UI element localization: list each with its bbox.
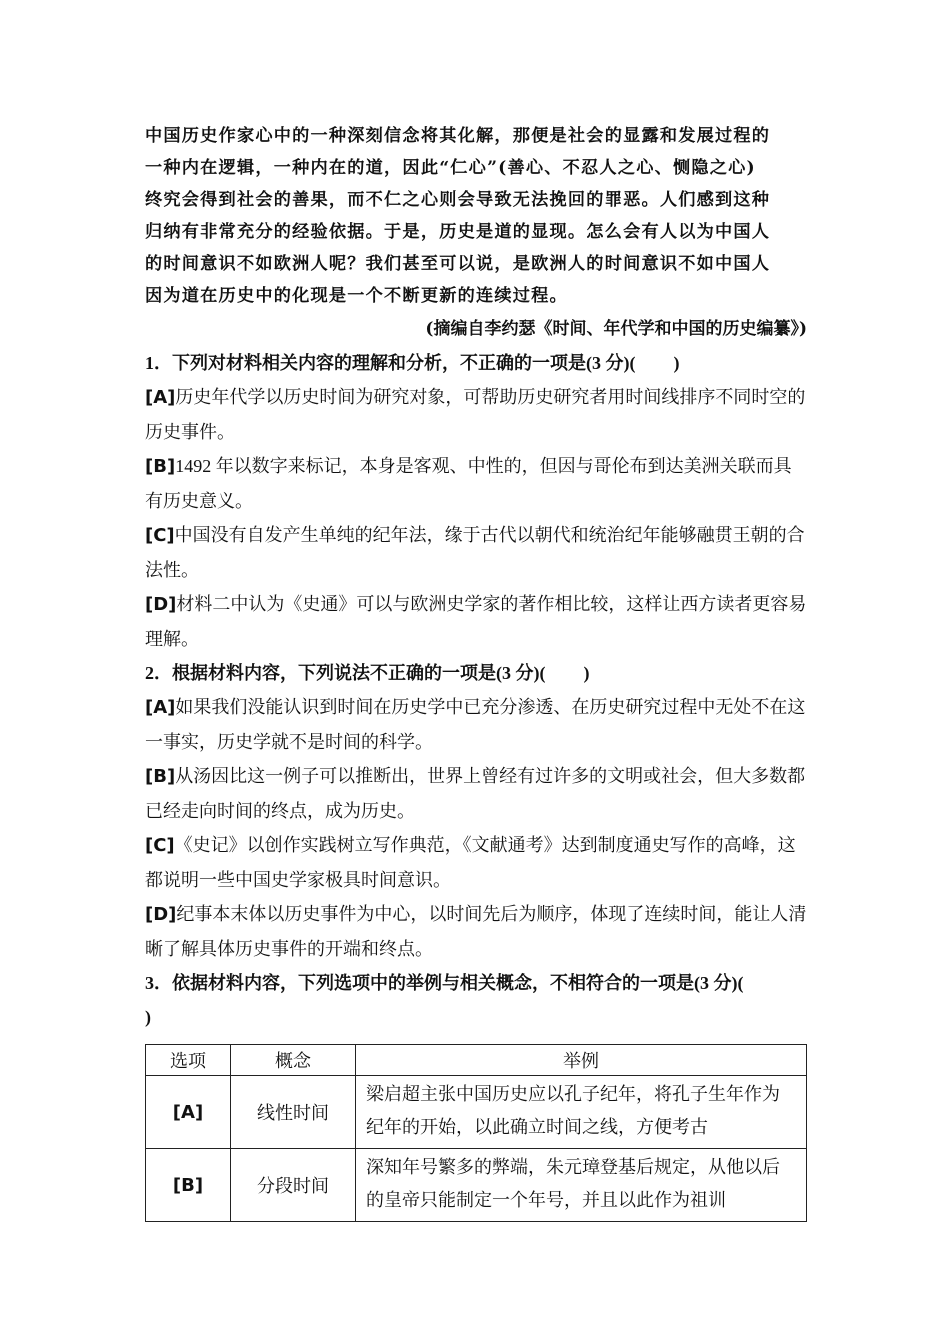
option-d	[145, 587, 807, 656]
options-table	[145, 1044, 807, 1222]
option-tag: [C]	[145, 525, 175, 546]
passage-line: 一种内在逻辑，一种内在的道，因此“仁心”(善心、不忍人之心、恻隐之心)	[145, 158, 756, 178]
option-text: 材料二中认为《史通》可以与欧洲史学家的著作相比较，这样让西方读者更容易理解。	[145, 594, 807, 649]
option-text: 如果我们没能认识到时间在历史学中已充分渗透、在历史研究过程中无处不在这一事实，历史学就不是时间的科学。	[145, 697, 806, 752]
passage	[145, 120, 807, 312]
option-tag: [A]	[145, 387, 176, 408]
passage-line: 中国历史作家心中的一种深刻信念将其化解，那便是社会的显露和发展过程的	[145, 126, 771, 146]
option-tag: [C]	[145, 835, 175, 856]
option-b	[145, 449, 807, 518]
option-text: 从汤因比这一例子可以推断出，世界上曾经有过许多的文明或社会，但大多数都已经走向时间的终点，成为历史。	[145, 766, 806, 821]
table-row	[146, 1149, 807, 1222]
passage-source: (摘编自李约瑟《时间、年代学和中国的历史编纂》)	[425, 319, 807, 339]
table-header: 选项	[146, 1045, 231, 1076]
table-cell-example: 深知年号繁多的弊端，朱元璋登基后规定，从他以后的皇帝只能制定一个年号，并且以此作为祖训	[356, 1149, 807, 1222]
option-tag: [B]	[145, 766, 176, 787]
table-cell-example: 梁启超主张中国历史应以孔子纪年，将孔子生年作为纪年的开始，以此确立时间之线，方便考古	[356, 1076, 807, 1149]
option-text: 《史记》以创作实践树立写作典范，《文献通考》达到制度通史写作的高峰，这都说明一些中国史学家极具时间意识。	[145, 835, 796, 890]
question-stem: 3．依据材料内容，下列选项中的举例与相关概念，不相符合的一项是(3 分)( )	[145, 973, 744, 1027]
passage-line: 归纳有非常充分的经验依据。于是，历史是道的显现。怎么会有人以为中国人	[145, 222, 771, 242]
table-header: 举例	[356, 1045, 807, 1076]
document-page	[145, 120, 807, 1222]
option-tag: [D]	[145, 904, 177, 925]
question-1	[145, 346, 807, 656]
question-2	[145, 656, 807, 966]
option-d	[145, 897, 807, 966]
table-header: 概念	[231, 1045, 356, 1076]
passage-line: 终究会得到社会的善果，而不仁之心则会导致无法挽回的罪恶。人们感到这种	[145, 190, 771, 210]
option-b	[145, 759, 807, 828]
option-tag: [A]	[145, 697, 176, 718]
question-stem: 1．下列对材料相关内容的理解和分析，不正确的一项是(3 分)( )	[145, 353, 680, 373]
option-c	[145, 828, 807, 897]
table-cell-concept: 分段时间	[231, 1149, 356, 1222]
table-header-row	[146, 1045, 807, 1076]
option-tag: [D]	[145, 594, 177, 615]
table-cell-option: [B]	[146, 1149, 231, 1222]
table-cell-concept: 线性时间	[231, 1076, 356, 1149]
table-cell-option: [A]	[146, 1076, 231, 1149]
question-3	[145, 966, 807, 1034]
option-a	[145, 690, 807, 759]
table-row	[146, 1076, 807, 1149]
passage-line: 的时间意识不如欧洲人呢？我们甚至可以说，是欧洲人的时间意识不如中国人	[145, 254, 771, 274]
option-text: 纪事本末体以历史事件为中心，以时间先后为顺序，体现了连续时间，能让人清晰了解具体历史事件的开端和终点。	[145, 904, 807, 959]
question-stem: 2．根据材料内容，下列说法不正确的一项是(3 分)( )	[145, 663, 590, 683]
option-text: 1492 年以数字来标记，本身是客观、中性的，但因与哥伦布到达美洲关联而具有历史意义。	[145, 456, 792, 511]
option-tag: [B]	[145, 456, 176, 477]
option-a	[145, 380, 807, 449]
option-c	[145, 518, 807, 587]
option-text: 中国没有自发产生单纯的纪年法，缘于古代以朝代和统治纪年能够融贯王朝的合法性。	[145, 525, 805, 580]
option-text: 历史年代学以历史时间为研究对象，可帮助历史研究者用时间线排序不同时空的历史事件。	[145, 387, 806, 442]
passage-line: 因为道在历史中的化现是一个不断更新的连续过程。	[145, 286, 568, 306]
